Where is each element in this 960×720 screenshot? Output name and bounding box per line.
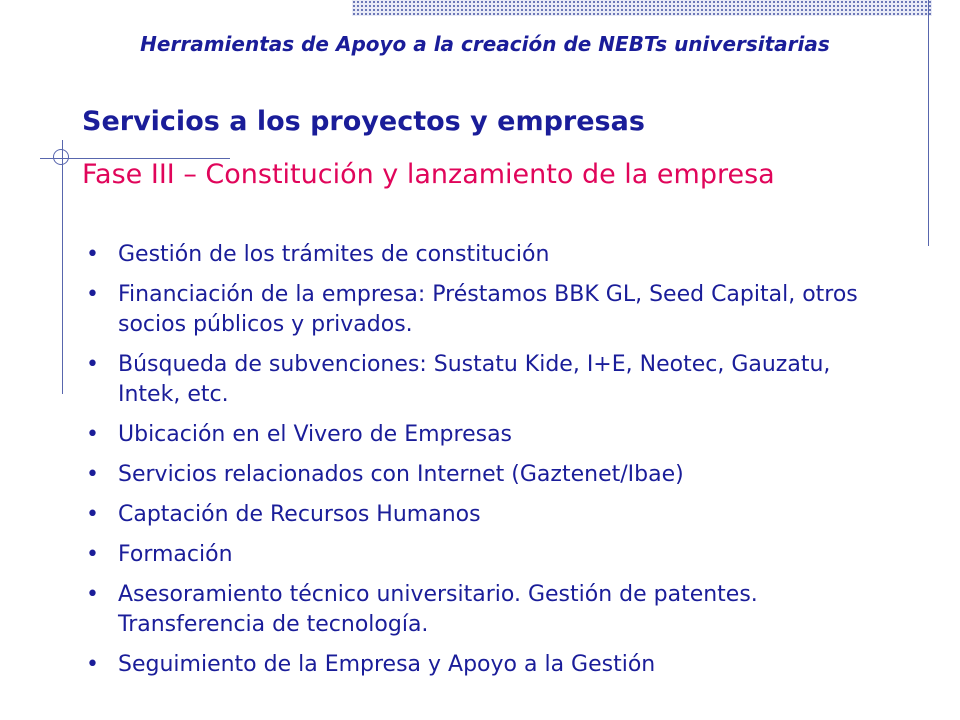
bullet-text: Servicios relacionados con Internet (Gaztenet/Ibae) [118, 462, 684, 487]
bullet-dot-icon: • [86, 502, 99, 527]
bullet-list [82, 240, 882, 690]
bullet-text: Financiación de la empresa: Préstamos BBK GL, Seed Capital, otros socios públicos y privados. [118, 282, 858, 337]
bullet-item [82, 540, 882, 570]
bullet-text: Asesoramiento técnico universitario. Gestión de patentes. Transferencia de tecnología. [118, 582, 758, 637]
bullet-dot-icon: • [86, 582, 99, 607]
phase-title: Fase III – Constitución y lanzamiento de la empresa [82, 159, 775, 190]
bullet-item [82, 580, 882, 640]
bullet-text: Seguimiento de la Empresa y Apoyo a la Gestión [118, 652, 656, 677]
bullet-dot-icon: • [86, 242, 99, 267]
bullet-text: Formación [118, 542, 233, 567]
bullet-item [82, 280, 882, 340]
header-title: Herramientas de Apoyo a la creación de NEBTs universitarias [140, 32, 830, 56]
bullet-item [82, 240, 882, 270]
bullet-dot-icon: • [86, 542, 99, 567]
bullet-dot-icon: • [86, 462, 99, 487]
bullet-dot-icon: • [86, 282, 99, 307]
dotted-header-band [352, 0, 932, 16]
bullet-item [82, 350, 882, 410]
slide-title: Servicios a los proyectos y empresas [82, 106, 645, 137]
bullet-text: Gestión de los trámites de constitución [118, 242, 550, 267]
bullet-item [82, 460, 882, 490]
bullet-item [82, 500, 882, 530]
decorative-vertical-line-left [62, 140, 63, 394]
bullet-text: Búsqueda de subvenciones: Sustatu Kide, I+E, Neotec, Gauzatu, Intek, etc. [118, 352, 831, 407]
bullet-item [82, 650, 882, 680]
bullet-item [82, 420, 882, 450]
bullet-dot-icon: • [86, 352, 99, 377]
bullet-text: Ubicación en el Vivero de Empresas [118, 422, 513, 447]
bullet-text: Captación de Recursos Humanos [118, 502, 481, 527]
decorative-circle [53, 149, 69, 165]
bullet-dot-icon: • [86, 652, 99, 677]
bullet-dot-icon: • [86, 422, 99, 447]
